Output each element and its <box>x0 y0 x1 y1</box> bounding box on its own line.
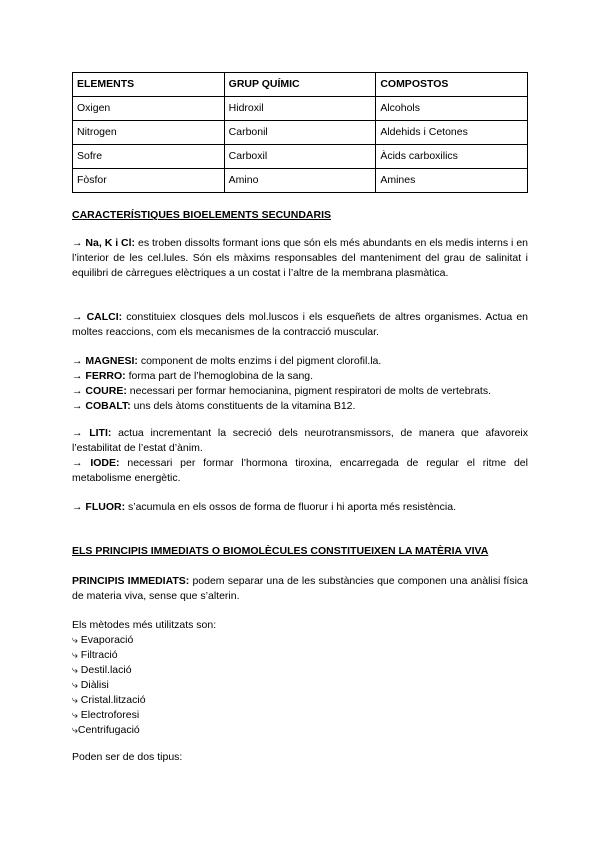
item-label: → FERRO: <box>72 370 126 382</box>
table-cell: Hidroxil <box>224 97 376 121</box>
item-text: s’acumula en els ossos de forma de fluorur i hi aporta més resistència. <box>125 501 456 513</box>
item-label: → Na, K i Cl: <box>72 237 136 249</box>
document-page <box>72 72 529 763</box>
section-secundaris-title-block <box>72 208 528 223</box>
definition-label: PRINCIPIS IMMEDIATS: <box>72 575 190 587</box>
table-header-row <box>73 73 528 97</box>
table-header: ELEMENTS <box>73 73 225 97</box>
list-item: ⤷ Diàlisi <box>72 679 109 691</box>
table-cell: Alcohols <box>376 97 528 121</box>
closing-block <box>72 750 528 765</box>
list-item: ⤷Centrifugació <box>72 724 140 736</box>
paragraph <box>72 456 528 486</box>
paragraph-calci <box>72 310 528 340</box>
table-cell: Nitrogen <box>73 121 225 145</box>
methods-list <box>72 633 528 738</box>
paragraph <box>72 236 528 281</box>
item-text: necessari per formar hemocianina, pigment respiratori de molts de vertebrats. <box>126 385 492 397</box>
item-label: → LITI: <box>72 427 112 439</box>
paragraph <box>72 426 528 456</box>
definition-text: podem separar una de les substàncies que componen una anàlisi física de materia viva, sense que s’alterin. <box>72 575 528 602</box>
list-item: ⤷ Destil.lació <box>72 664 132 676</box>
paragraph <box>72 310 528 340</box>
paragraph <box>72 500 528 515</box>
paragraph-line <box>72 399 528 414</box>
item-label: → COBALT: <box>72 400 131 412</box>
table-row <box>73 145 528 169</box>
item-text: component de molts enzims i del pigment clorofil.la. <box>137 355 382 367</box>
section-title: CARACTERÍSTIQUES BIOELEMENTS SECUNDARIS <box>72 209 332 221</box>
item-text: uns dels àtoms constituents de la vitamina B12. <box>130 400 356 412</box>
table-row <box>73 121 528 145</box>
item-text: actua incrementant la secreció dels neurotransmissors, de manera que afavoreix l’estabilitat de l’estat d’ànim. <box>72 427 529 454</box>
table-header: COMPOSTOS <box>376 73 528 97</box>
item-label: → MAGNESI: <box>72 355 138 367</box>
methods-intro: Els mètodes més utilitzats son: <box>72 619 217 631</box>
paragraph-na-k-cl <box>72 236 528 281</box>
paragraph-definition <box>72 574 528 604</box>
section-title: ELS PRINCIPIS IMMEDIATS O BIOMOLÈCULES CONSTITUEIXEN LA MATÈRIA VIVA <box>72 545 489 557</box>
list-item: ⤷ Cristal.lització <box>72 694 146 706</box>
table-cell: Fòsfor <box>73 169 225 193</box>
section-principis-title-block <box>72 544 528 559</box>
methods-block <box>72 618 528 738</box>
item-text: necessari per formar l’hormona tiroxina, encarregada de regular el ritme del metabolisme energètic. <box>72 457 528 484</box>
table-row <box>73 97 528 121</box>
paragraph-fluor <box>72 500 528 515</box>
table-cell: Sofre <box>73 145 225 169</box>
item-label: → FLUOR: <box>72 501 126 513</box>
item-label: → CALCI: <box>72 311 123 323</box>
list-item: ⤷ Evaporació <box>72 634 134 646</box>
item-label: → COURE: <box>72 385 127 397</box>
elements-table <box>72 72 528 193</box>
table-row <box>73 169 528 193</box>
table-cell: Carbonil <box>224 121 376 145</box>
table-cell: Oxigen <box>73 97 225 121</box>
list-item: ⤷ Filtració <box>72 649 118 661</box>
table-cell: Carboxil <box>224 145 376 169</box>
table-cell: Aldehids i Cetones <box>376 121 528 145</box>
item-text: es troben dissolts formant ions que són els més abundants en els medis interns i en l’interior de les cel.lules. Són els màxims responsables del manteniment del grau de salinitat i equilibri de càrregues elèctriques a un costat i l’altre de la membrana plasmàtica. <box>72 237 528 279</box>
paragraph <box>72 574 528 604</box>
paragraph-liti-iode <box>72 426 528 486</box>
paragraph-line <box>72 384 528 399</box>
paragraph-line <box>72 354 528 369</box>
item-text: constituiex closques dels mol.luscos i els esqueñets de altres organismes. Actua en moltes reaccions, com els mecanismes de la contracció muscular. <box>72 311 529 338</box>
list-item: ⤷ Electroforesi <box>72 709 140 721</box>
closing-text: Poden ser de dos tipus: <box>72 751 183 763</box>
table-header: GRUP QUÍMIC <box>224 73 376 97</box>
item-label: → IODE: <box>72 457 120 469</box>
table-cell: Amino <box>224 169 376 193</box>
item-text: forma part de l’hemoglobina de la sang. <box>125 370 314 382</box>
table-cell: Àcids carboxilics <box>376 145 528 169</box>
paragraph-line <box>72 369 528 384</box>
table-cell: Amines <box>376 169 528 193</box>
paragraph-minerals <box>72 354 528 414</box>
